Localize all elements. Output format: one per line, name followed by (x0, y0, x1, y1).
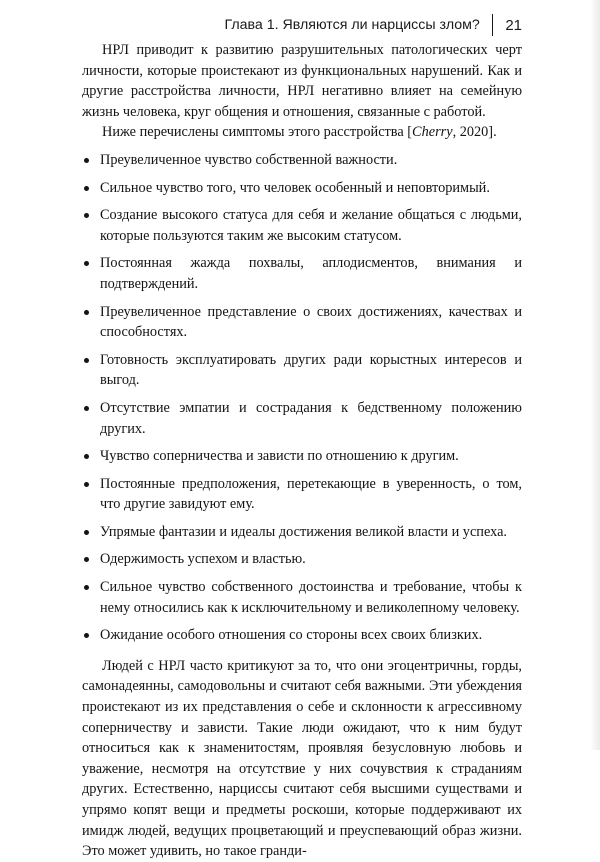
bullet-icon (84, 406, 89, 411)
page-number: 21 (505, 16, 522, 34)
bullet-icon (84, 186, 89, 191)
list-item: Постоянные предположения, перетекающие в уверенность, о том, что другие завидуют ему. (82, 474, 522, 515)
page-edge-shadow (590, 0, 600, 750)
symptoms-intro (82, 122, 522, 143)
list-item: Преувеличенное чувство собственной важности. (82, 150, 522, 171)
intro-text: Ниже перечислены симптомы этого расстройства [ (102, 124, 413, 141)
bullet-icon (84, 158, 89, 163)
citation-rest: , 2020]. (452, 124, 497, 141)
list-item: Упрямые фантазии и идеалы достижения великой власти и успеха. (82, 522, 522, 543)
bullet-icon (84, 358, 89, 363)
list-item: Готовность эксплуатировать других ради корыстных интересов и выгод. (82, 350, 522, 391)
header-separator (492, 14, 494, 36)
running-header (225, 14, 523, 36)
bullet-icon (84, 261, 89, 266)
list-item: Сильное чувство того, что человек особенный и неповторимый. (82, 178, 522, 199)
bullet-icon (84, 454, 89, 459)
list-item: Ожидание особого отношения со стороны всех своих близких. (82, 625, 522, 646)
bullet-icon (84, 530, 89, 535)
list-item: Преувеличенное представление о своих достижениях, качествах и способностях. (82, 302, 522, 343)
bullet-icon (84, 213, 89, 218)
list-item: Сильное чувство собственного достоинства и требование, чтобы к нему относились как к исключительному и великолепному человеку. (82, 577, 522, 618)
list-item: Чувство соперничества и зависти по отношению к другим. (82, 446, 522, 467)
list-item: Отсутствие эмпатии и сострадания к бедственному положению других. (82, 398, 522, 439)
symptoms-list (82, 150, 522, 646)
list-item: Постоянная жажда похвалы, аплодисментов, внимания и подтверждений. (82, 253, 522, 294)
list-item: Создание высокого статуса для себя и желание общаться с людьми, которые пользуются таким же высоким статусом. (82, 205, 522, 246)
bullet-icon (84, 557, 89, 562)
citation-author: Cherry (412, 124, 453, 141)
bullet-icon (84, 585, 89, 590)
bullet-icon (84, 633, 89, 638)
list-item: Одержимость успехом и властью. (82, 549, 522, 570)
paragraph-1: НРЛ приводит к развитию разрушительных патологических черт личности, которые проистекают из функциональных нарушений. Как и другие расстройства личности, НРЛ негативно влияет на семейную жизнь человека, круг общения и отношения, связанные с работой. (82, 42, 522, 120)
paragraph-2: Людей с НРЛ часто критикуют за то, что они эгоцентричны, горды, самонадеянны, самодовольны и считают себя важными. Эти убеждения проистекают из их представления о себе и склонности к агрессивному соперничеству и зависти. Такие люди ожидают, что к ним будут относиться как к знаменитостям, проявляя безусловную любовь и уважение, несмотря на отсутствие у них сочувствия к страданиям других. Естественно, нарциссы считают себя высшими существами и упрямо копят вещи и предметы роскоши, которые поддерживают их имидж людей, ведущих процветающий и преуспевающий образ жизни. Это может удивить, но такое гранди- (82, 657, 522, 860)
bullet-icon (84, 482, 89, 487)
bullet-icon (84, 310, 89, 315)
page-content (82, 40, 522, 862)
running-title: Глава 1. Являются ли нарциссы злом? (224, 17, 480, 33)
